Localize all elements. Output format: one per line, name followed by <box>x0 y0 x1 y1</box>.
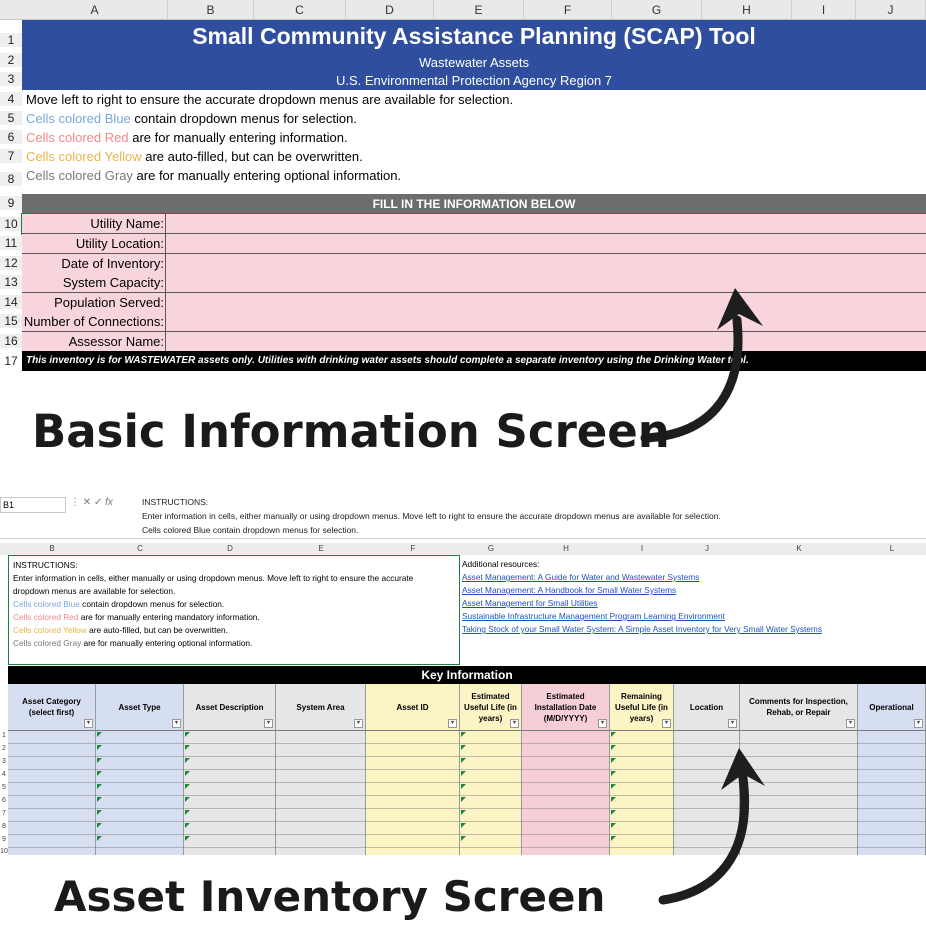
dropdown-arrow-icon[interactable]: ▾ <box>84 719 93 728</box>
column-header[interactable]: K <box>796 544 802 553</box>
validation-triangle-icon <box>611 810 616 815</box>
yellow-text: are auto-filled, but can be overwritten. <box>141 149 363 164</box>
dropdown-arrow-icon[interactable]: ▾ <box>914 719 923 728</box>
validation-triangle-icon <box>185 758 190 763</box>
red-text: are for manually entering mandatory information. <box>78 612 260 622</box>
header-asset-type[interactable] <box>96 684 184 731</box>
row-gridline <box>8 795 926 796</box>
validation-triangle-icon <box>461 758 466 763</box>
row-header[interactable]: 4 <box>0 92 22 106</box>
instruction-blue <box>26 111 357 126</box>
validation-triangle-icon <box>185 797 190 802</box>
column-header[interactable]: C <box>254 0 346 20</box>
column-header[interactable]: H <box>702 0 792 20</box>
instruction-red <box>26 130 348 145</box>
dropdown-arrow-icon[interactable]: ▾ <box>728 719 737 728</box>
dropdown-arrow-icon[interactable]: ▾ <box>448 719 457 728</box>
header-comments[interactable] <box>740 684 858 731</box>
header-location[interactable] <box>674 684 740 731</box>
column-header-bar <box>0 543 926 555</box>
row-header[interactable]: 5 <box>0 111 22 125</box>
header-label: Asset ID <box>396 702 429 712</box>
formula-line[interactable]: INSTRUCTIONS: <box>142 497 209 507</box>
row-header[interactable]: 6 <box>0 130 22 144</box>
validation-triangle-icon <box>461 732 466 737</box>
instruction-line: Move left to right to ensure the accurate dropdown menus are available for selection. <box>26 92 514 107</box>
blue-label: Cells colored Blue <box>26 111 131 126</box>
field-label: System Capacity: <box>22 273 166 292</box>
validation-triangle-icon <box>461 836 466 841</box>
validation-triangle-icon <box>461 745 466 750</box>
row-header[interactable]: 15 <box>0 314 22 328</box>
row-header[interactable]: 9 <box>0 196 22 210</box>
row-header[interactable]: 17 <box>0 354 22 368</box>
utility-name-row[interactable] <box>22 214 926 234</box>
header-label: System Area <box>296 702 345 712</box>
column-header[interactable]: I <box>640 544 644 553</box>
asset-id-column[interactable] <box>366 731 460 855</box>
asset-inventory-screen <box>0 493 926 855</box>
row-header[interactable]: 10 <box>0 217 22 231</box>
instruction-yellow <box>26 149 363 164</box>
resource-link[interactable]: Asset Management: A Guide for Water and Wastewater Systems <box>462 572 700 582</box>
row-header[interactable]: 2 <box>2 745 6 752</box>
validation-triangle-icon <box>185 810 190 815</box>
validation-triangle-icon <box>97 797 102 802</box>
formula-line[interactable]: Enter information in cells, either manually or using dropdown menus. Move left to right to ensure the accurate dropdown menus are available for selection. <box>142 511 721 521</box>
header-installation-date[interactable] <box>522 684 610 731</box>
operational-column[interactable] <box>858 731 926 855</box>
field-label: Utility Location: <box>22 234 166 253</box>
row-gridline <box>8 756 926 757</box>
dropdown-arrow-icon[interactable]: ▾ <box>264 719 273 728</box>
row-header[interactable]: 5 <box>2 784 6 791</box>
validation-triangle-icon <box>611 732 616 737</box>
row-gridline <box>8 769 926 770</box>
validation-triangle-icon <box>185 784 190 789</box>
validation-triangle-icon <box>185 732 190 737</box>
header-asset-description[interactable] <box>184 684 276 731</box>
number-of-connections-row[interactable] <box>22 312 926 332</box>
red-label: Cells colored Red <box>13 612 79 622</box>
instructions-box[interactable] <box>8 555 460 665</box>
validation-triangle-icon <box>461 823 466 828</box>
resource-link[interactable]: Asset Management for Small Utilities <box>462 598 598 608</box>
agency-name: U.S. Environmental Protection Agency Region 7 <box>335 73 613 88</box>
yellow-label: Cells colored Yellow <box>13 625 87 635</box>
validation-triangle-icon <box>97 758 102 763</box>
validation-triangle-icon <box>97 784 102 789</box>
header-operational[interactable] <box>858 684 926 731</box>
row-header[interactable]: 9 <box>2 836 6 843</box>
row-header[interactable]: 14 <box>0 295 22 309</box>
validation-triangle-icon <box>611 771 616 776</box>
column-header[interactable]: G <box>487 544 495 553</box>
validation-triangle-icon <box>611 758 616 763</box>
header-label: Asset Category (select first) <box>22 697 81 717</box>
instructions-title: INSTRUCTIONS: <box>13 560 78 570</box>
row-header[interactable]: 6 <box>2 797 6 804</box>
red-text: are for manually entering information. <box>128 130 348 145</box>
population-served-row[interactable] <box>22 293 926 313</box>
header-label: Remaining Useful Life (in years) <box>615 691 668 723</box>
header-label: Comments for Inspection, Rehab, or Repair <box>749 697 848 717</box>
row-header[interactable]: 7 <box>2 810 6 817</box>
instruction-gray <box>13 638 252 648</box>
column-header[interactable]: E <box>318 544 324 553</box>
instruction-line: dropdown menus are available for selection. <box>13 586 176 596</box>
row-header[interactable]: 13 <box>0 275 22 289</box>
resource-link[interactable]: Sustainable Infrastructure Management Program Learning Environment <box>462 611 725 621</box>
validation-triangle-icon <box>611 823 616 828</box>
header-remaining-useful-life[interactable] <box>610 684 674 731</box>
header-label: Estimated Installation Date (M/D/YYYY) <box>534 691 597 723</box>
field-label: Utility Name: <box>22 214 166 233</box>
dropdown-arrow-icon[interactable]: ▾ <box>510 719 519 728</box>
validation-triangle-icon <box>97 836 102 841</box>
field-label: Population Served: <box>22 293 166 312</box>
key-information-band: Key Information <box>8 666 926 684</box>
column-header[interactable]: F <box>524 0 612 20</box>
column-header[interactable]: C <box>137 544 143 553</box>
row-gridline <box>8 847 926 848</box>
instruction-gray <box>26 168 401 183</box>
utility-location-row[interactable] <box>22 234 926 254</box>
header-asset-id[interactable] <box>366 684 460 731</box>
dropdown-arrow-icon[interactable]: ▾ <box>172 719 181 728</box>
validation-triangle-icon <box>461 810 466 815</box>
row-gridline <box>8 834 926 835</box>
validation-triangle-icon <box>461 771 466 776</box>
blue-text: contain dropdown menus for selection. <box>79 599 225 609</box>
column-header[interactable]: A <box>22 0 168 20</box>
dropdown-arrow-icon[interactable]: ▾ <box>598 719 607 728</box>
asset-category-column[interactable] <box>8 731 96 855</box>
column-header[interactable]: E <box>434 0 524 20</box>
instruction-yellow <box>13 625 228 635</box>
column-header[interactable]: G <box>612 0 702 20</box>
field-label: Assessor Name: <box>22 332 166 351</box>
blue-text: contain dropdown menus for selection. <box>130 111 357 126</box>
row-header[interactable]: 10 <box>0 848 8 855</box>
resources-title: Additional resources: <box>462 559 540 569</box>
tool-title: Small Community Assistance Planning (SCAP) Tool <box>192 23 756 49</box>
row-gridline <box>8 782 926 783</box>
column-header[interactable]: L <box>889 544 895 553</box>
column-header[interactable]: B <box>49 544 55 553</box>
red-label: Cells colored Red <box>26 130 129 145</box>
resource-link[interactable]: Taking Stock of your Small Water System: A Simple Asset Inventory for Very Small Water Systems <box>462 624 822 634</box>
validation-triangle-icon <box>461 784 466 789</box>
tool-subtitle: Wastewater Assets <box>418 55 530 70</box>
asset-type-column[interactable] <box>96 731 184 855</box>
row-header[interactable]: 3 <box>0 72 22 86</box>
validation-triangle-icon <box>611 745 616 750</box>
dropdown-arrow-icon[interactable]: ▾ <box>846 719 855 728</box>
header-label: Asset Description <box>195 702 264 712</box>
validation-triangle-icon <box>185 836 190 841</box>
row-header[interactable]: 7 <box>0 149 22 163</box>
row-header[interactable]: 16 <box>0 334 22 348</box>
row-header[interactable]: 1 <box>0 33 22 47</box>
validation-triangle-icon <box>461 797 466 802</box>
row-header[interactable]: 11 <box>0 236 22 250</box>
arrow-curve-icon <box>655 742 775 907</box>
instruction-line: Enter information in cells, either manually or using dropdown menus. Move left to right to ensure the accurate <box>13 573 414 583</box>
instruction-red <box>13 612 260 622</box>
formula-bar <box>0 493 926 539</box>
fill-info-banner: FILL IN THE INFORMATION BELOW <box>22 194 926 214</box>
header-system-area[interactable] <box>276 684 366 731</box>
fx-icon[interactable]: ⋮ ✕ ✓ fx <box>70 497 113 508</box>
row-header[interactable]: 4 <box>2 771 6 778</box>
header-asset-category[interactable] <box>8 684 96 731</box>
dropdown-arrow-icon[interactable]: ▾ <box>354 719 363 728</box>
row-header[interactable]: 2 <box>0 53 22 67</box>
column-header[interactable]: D <box>227 544 233 553</box>
gray-label: Cells colored Gray <box>13 638 82 648</box>
gray-text: are for manually entering optional information. <box>132 168 402 183</box>
header-estimated-useful-life[interactable] <box>460 684 522 731</box>
validation-triangle-icon <box>97 810 102 815</box>
validation-triangle-icon <box>185 771 190 776</box>
validation-triangle-icon <box>611 836 616 841</box>
column-header[interactable]: B <box>168 0 254 20</box>
header-label: Location <box>689 702 724 712</box>
row-gridline <box>8 808 926 809</box>
validation-triangle-icon <box>611 797 616 802</box>
row-gridline <box>8 821 926 822</box>
validation-triangle-icon <box>185 745 190 750</box>
system-area-column[interactable] <box>276 731 366 855</box>
blue-label: Cells colored Blue <box>13 599 80 609</box>
validation-triangle-icon <box>185 823 190 828</box>
row-header[interactable]: 12 <box>0 256 22 270</box>
column-header-bar <box>0 0 926 20</box>
wastewater-note: This inventory is for WASTEWATER assets only. Utilities with drinking water assets should complete a separate inventory using the Drinking Water tool. <box>22 351 926 371</box>
field-label: Date of Inventory: <box>22 254 166 273</box>
header-label: Operational <box>869 702 914 712</box>
formula-line[interactable]: Cells colored Blue contain dropdown menus for selection. <box>142 525 359 535</box>
asset-screen-caption: Asset Inventory Screen <box>54 872 606 921</box>
gray-text: are for manually entering optional information. <box>81 638 253 648</box>
basic-information-screen <box>0 0 926 372</box>
date-of-inventory-row[interactable] <box>22 254 926 274</box>
installation-date-column[interactable] <box>522 731 610 855</box>
validation-triangle-icon <box>611 784 616 789</box>
row-header[interactable]: 3 <box>2 758 6 765</box>
yellow-text: are auto-filled, but can be overwritten. <box>86 625 228 635</box>
dropdown-arrow-icon[interactable]: ▾ <box>662 719 671 728</box>
assessor-name-row[interactable] <box>22 332 926 352</box>
instruction-blue <box>13 599 224 609</box>
validation-triangle-icon <box>97 732 102 737</box>
column-header[interactable]: I <box>792 0 856 20</box>
validation-triangle-icon <box>97 823 102 828</box>
validation-triangle-icon <box>97 745 102 750</box>
name-box[interactable]: B1 <box>0 497 66 513</box>
column-header[interactable]: J <box>856 0 926 20</box>
yellow-label: Cells colored Yellow <box>26 149 142 164</box>
title-band <box>22 20 926 90</box>
header-label: Estimated Useful Life (in years) <box>464 691 517 723</box>
column-header[interactable]: H <box>563 544 569 553</box>
row-header[interactable]: 1 <box>2 732 6 739</box>
useful-life-column[interactable] <box>460 731 522 855</box>
row-header[interactable]: 8 <box>0 172 22 186</box>
row-gridline <box>8 743 926 744</box>
field-label: Number of Connections: <box>23 314 164 329</box>
column-header[interactable]: J <box>705 544 709 553</box>
resource-link[interactable]: Asset Management: A Handbook for Small Water Systems <box>462 585 677 595</box>
gray-label: Cells colored Gray <box>26 168 133 183</box>
system-capacity-row[interactable] <box>22 273 926 293</box>
header-label: Asset Type <box>118 702 161 712</box>
asset-description-column[interactable] <box>184 731 276 855</box>
row-header[interactable]: 8 <box>2 823 6 830</box>
column-header[interactable]: F <box>410 544 416 553</box>
column-header[interactable]: D <box>346 0 434 20</box>
validation-triangle-icon <box>97 771 102 776</box>
basic-screen-caption: Basic Information Screen <box>32 405 670 458</box>
